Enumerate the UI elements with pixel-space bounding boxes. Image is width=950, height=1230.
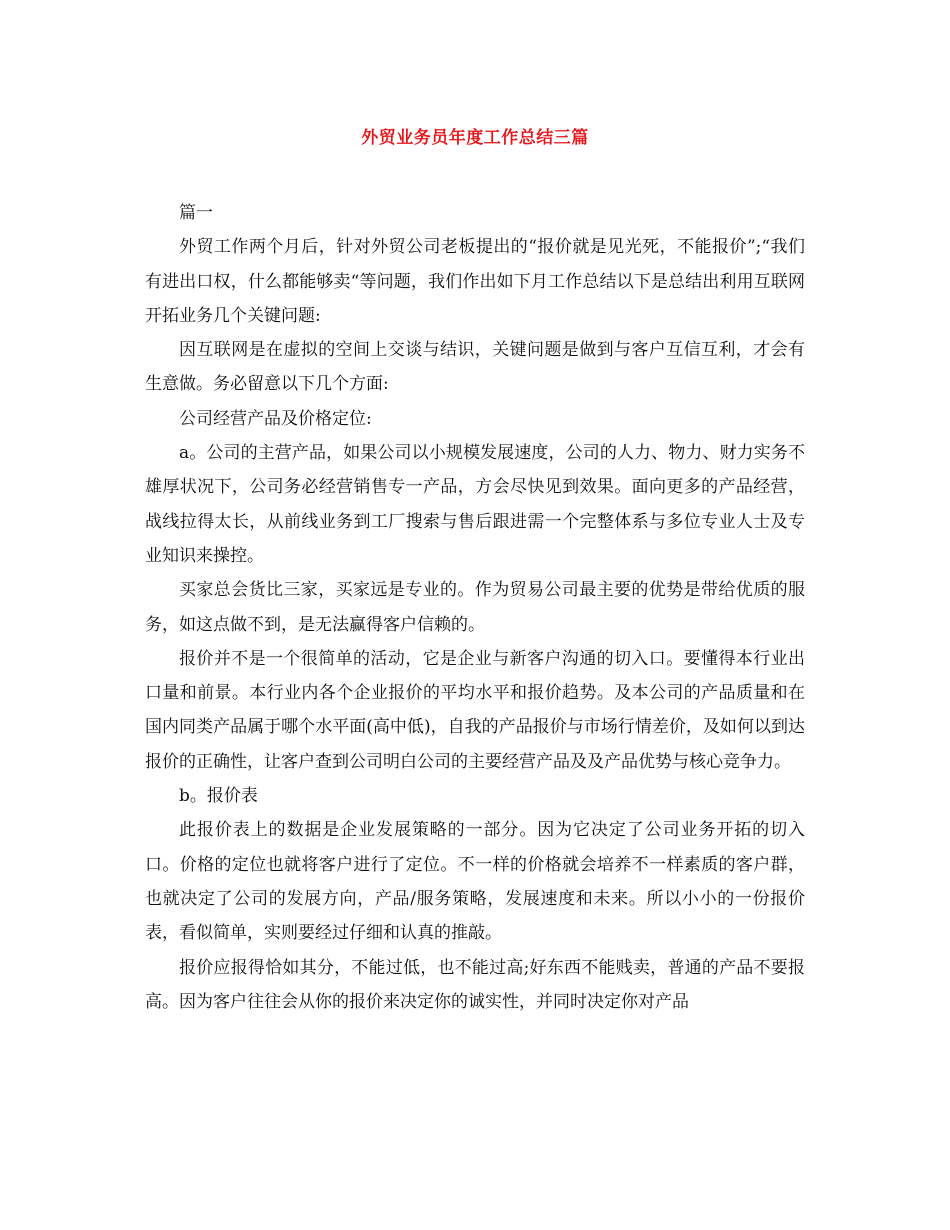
- paragraph: 外贸工作两个月后，针对外贸公司老板提出的“报价就是见光死，不能报价”;“我们有进出口权，什么都能够卖“等问题，我们作出如下月工作总结以下是总结出利用互联网开拓业务几个关键问题:: [145, 237, 805, 326]
- paragraph: 报价并不是一个很简单的活动，它是企业与新客户沟通的切入口。要懂得本行业出口量和前景。本行业内各个企业报价的平均水平和报价趋势。及本公司的产品质量和在国内同类产品属于哪个水平面(高中低)，自我的产品报价与市场行情差价，及如何以到达报价的正确性，让客户查到公司明白公司的主要经营产品及及产品优势与核心竞争力。: [145, 648, 805, 772]
- paragraph: 此报价表上的数据是企业发展策略的一部分。因为它决定了公司业务开拓的切入口。价格的定位也就将客户进行了定位。不一样的价格就会培养不一样素质的客户群，也就决定了公司的发展方向，产品/服务策略，发展速度和未来。所以小小的一份报价表，看似简单，实则要经过仔细和认真的推敲。: [145, 820, 805, 944]
- paragraph: b。报价表: [179, 786, 258, 807]
- paragraph: 买家总会货比三家，买家远是专业的。作为贸易公司最主要的优势是带给优质的服务，如这点做不到，是无法赢得客户信赖的。: [145, 580, 805, 635]
- paragraph: a。公司的主营产品，如果公司以小规模发展速度，公司的人力、物力、财力实务不雄厚状况下，公司务必经营销售专一产品，方会尽快见到效果。面向更多的产品经营，战线拉得太长，从前线业务到工厂搜索与售后跟进需一个完整体系与多位专业人士及专业知识来操控。: [145, 443, 805, 566]
- paragraph: 公司经营产品及价格定位:: [179, 408, 372, 429]
- paragraph: 报价应报得恰如其分，不能过低，也不能过高;好东西不能贱卖，普通的产品不要报高。因为客户往往会从你的报价来决定你的诚实性，并同时决定你对产品: [145, 957, 805, 1012]
- document-title: 外贸业务员年度工作总结三篇: [361, 128, 589, 148]
- section-heading: 篇一: [179, 203, 213, 223]
- paragraph: 因互联网是在虚拟的空间上交谈与结识，关键问题是做到与客户互信互利，才会有生意做。务必留意以下几个方面:: [145, 340, 805, 395]
- document-body: [145, 196, 805, 1019]
